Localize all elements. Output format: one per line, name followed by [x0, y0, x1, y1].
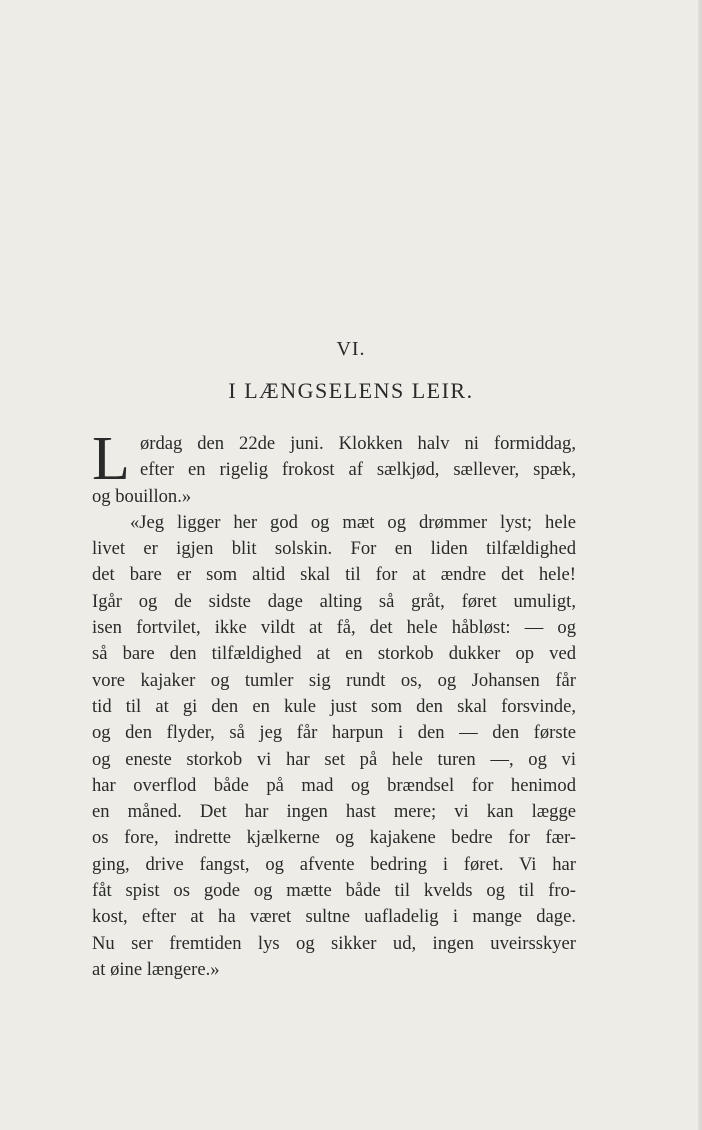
chapter-number: VI.: [336, 338, 366, 360]
text-line: fåt spist os gode og mætte både til kvelds og til fro-: [92, 880, 576, 902]
text-line: vore kajaker og tumler sig rundt os, og Johansen får: [92, 669, 576, 691]
text-line: Igår og de sidste dage alting så gråt, føret umuligt,: [92, 590, 576, 612]
text-line: livet er igjen blit solskin. For en liden tilfældighed: [92, 538, 576, 560]
text-line: ging, drive fangst, og afvente bedring i føret. Vi har: [92, 853, 576, 875]
chapter-title: I LÆNGSELENS LEIR.: [228, 378, 474, 403]
text-line: os fore, indrette kjælkerne og kajakene bedre for fær-: [92, 827, 576, 849]
text-line: og bouillon.»: [92, 485, 192, 507]
text-line: ørdag den 22de juni. Klokken halv ni formiddag,: [140, 433, 576, 454]
page-edge: [698, 0, 702, 1130]
text-line: isen fortvilet, ikke vildt at få, det hele håbløst: — og: [92, 617, 576, 639]
text-line: og eneste storkob vi har set på hele turen —, og vi: [92, 748, 576, 770]
text-line: har overflod både på mad og brændsel for henimod: [92, 774, 576, 796]
text-line: Nu ser fremtiden lys og sikker ud, ingen uveirsskyer: [92, 932, 576, 954]
drop-cap: L: [92, 425, 130, 493]
text-line: så bare den tilfældighed at en storkob dukker op ved: [92, 643, 576, 665]
text-line: «Jeg ligger her god og mæt og drømmer lyst; hele: [130, 511, 576, 533]
body-text: [92, 425, 576, 983]
text-line: kost, efter at ha været sultne uafladelig i mange dage.: [92, 906, 576, 928]
text-line: en måned. Det har ingen hast mere; vi kan lægge: [92, 801, 576, 823]
text-line: tid til at gi den en kule just som den skal forsvinde,: [92, 695, 576, 717]
text-line: efter en rigelig frokost af sælkjød, sællever, spæk,: [140, 459, 576, 481]
text-line: at øine længere.»: [92, 958, 220, 980]
text-line: det bare er som altid skal til for at ændre det hele!: [92, 564, 576, 586]
text-line: og den flyder, så jeg får harpun i den — den første: [92, 722, 576, 744]
